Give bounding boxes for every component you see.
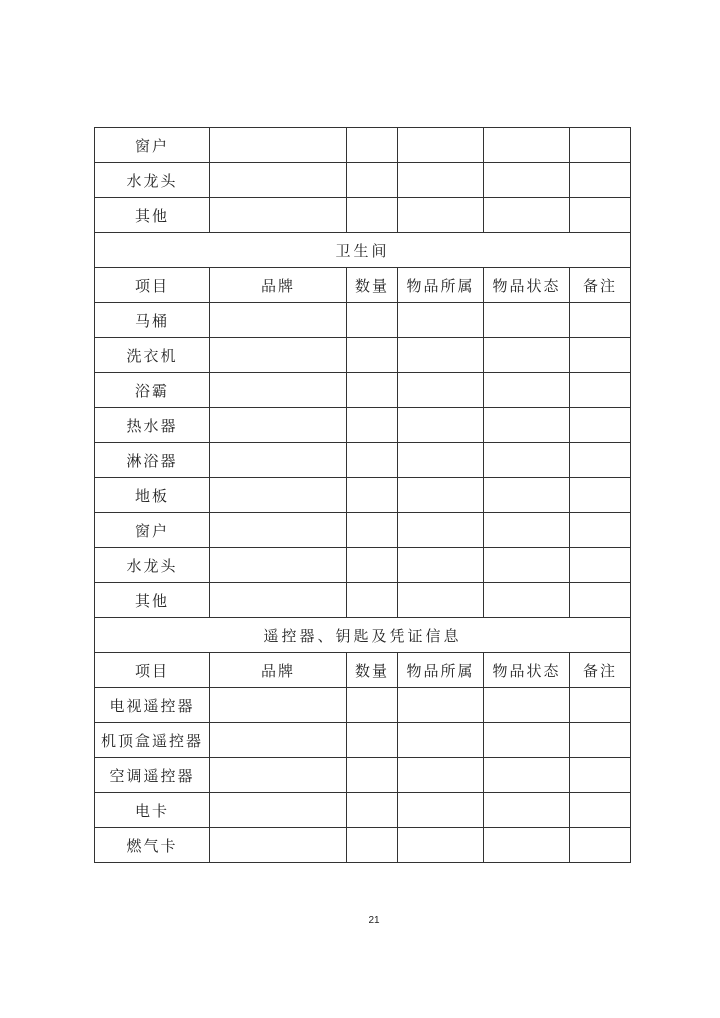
ownership-cell[interactable]	[398, 163, 484, 198]
quantity-cell[interactable]	[347, 828, 398, 863]
table-row	[95, 723, 631, 758]
table-row	[95, 198, 631, 233]
notes-cell[interactable]	[570, 373, 631, 408]
bathroom-section-title: 卫生间	[95, 233, 631, 268]
condition-cell[interactable]	[484, 758, 570, 793]
item-cell: 窗户	[95, 513, 210, 548]
condition-cell[interactable]	[484, 548, 570, 583]
inventory-table	[94, 127, 631, 863]
ownership-cell[interactable]	[398, 583, 484, 618]
ownership-cell[interactable]	[398, 198, 484, 233]
condition-cell[interactable]	[484, 128, 570, 163]
header-item: 项目	[95, 268, 210, 303]
header-brand: 品牌	[210, 653, 347, 688]
ownership-cell[interactable]	[398, 548, 484, 583]
condition-cell[interactable]	[484, 583, 570, 618]
item-cell: 热水器	[95, 408, 210, 443]
item-cell: 窗户	[95, 128, 210, 163]
notes-cell[interactable]	[570, 828, 631, 863]
bathroom-section-row	[95, 233, 631, 268]
quantity-cell[interactable]	[347, 758, 398, 793]
brand-cell[interactable]	[210, 338, 347, 373]
brand-cell[interactable]	[210, 128, 347, 163]
item-cell: 其他	[95, 583, 210, 618]
condition-cell[interactable]	[484, 688, 570, 723]
quantity-cell[interactable]	[347, 408, 398, 443]
brand-cell[interactable]	[210, 793, 347, 828]
notes-cell[interactable]	[570, 758, 631, 793]
item-cell: 水龙头	[95, 548, 210, 583]
brand-cell[interactable]	[210, 408, 347, 443]
table-row	[95, 408, 631, 443]
quantity-cell[interactable]	[347, 583, 398, 618]
item-cell: 洗衣机	[95, 338, 210, 373]
table-row	[95, 303, 631, 338]
item-cell: 水龙头	[95, 163, 210, 198]
ownership-cell[interactable]	[398, 478, 484, 513]
quantity-cell[interactable]	[347, 338, 398, 373]
ownership-cell[interactable]	[398, 373, 484, 408]
item-cell: 燃气卡	[95, 828, 210, 863]
brand-cell[interactable]	[210, 198, 347, 233]
brand-cell[interactable]	[210, 163, 347, 198]
condition-cell[interactable]	[484, 723, 570, 758]
table-body	[95, 128, 631, 863]
quantity-cell[interactable]	[347, 128, 398, 163]
brand-cell[interactable]	[210, 548, 347, 583]
table-row	[95, 163, 631, 198]
header-notes: 备注	[570, 268, 631, 303]
brand-cell[interactable]	[210, 443, 347, 478]
table-row	[95, 513, 631, 548]
notes-cell[interactable]	[570, 303, 631, 338]
item-cell: 其他	[95, 198, 210, 233]
quantity-cell[interactable]	[347, 478, 398, 513]
quantity-cell[interactable]	[347, 793, 398, 828]
notes-cell[interactable]	[570, 688, 631, 723]
table-row	[95, 548, 631, 583]
item-cell: 马桶	[95, 303, 210, 338]
table-row	[95, 478, 631, 513]
item-cell: 机顶盒遥控器	[95, 723, 210, 758]
notes-cell[interactable]	[570, 513, 631, 548]
item-cell: 地板	[95, 478, 210, 513]
condition-cell[interactable]	[484, 338, 570, 373]
notes-cell[interactable]	[570, 723, 631, 758]
header-notes: 备注	[570, 653, 631, 688]
notes-cell[interactable]	[570, 793, 631, 828]
condition-cell[interactable]	[484, 408, 570, 443]
item-cell: 淋浴器	[95, 443, 210, 478]
quantity-cell[interactable]	[347, 723, 398, 758]
condition-cell[interactable]	[484, 303, 570, 338]
notes-cell[interactable]	[570, 128, 631, 163]
quantity-cell[interactable]	[347, 548, 398, 583]
header-ownership: 物品所属	[398, 653, 484, 688]
remotes-header-row	[95, 653, 631, 688]
table-row	[95, 338, 631, 373]
notes-cell[interactable]	[570, 443, 631, 478]
quantity-cell[interactable]	[347, 198, 398, 233]
table-row	[95, 793, 631, 828]
condition-cell[interactable]	[484, 443, 570, 478]
bathroom-header-row	[95, 268, 631, 303]
notes-cell[interactable]	[570, 548, 631, 583]
brand-cell[interactable]	[210, 723, 347, 758]
condition-cell[interactable]	[484, 163, 570, 198]
ownership-cell[interactable]	[398, 443, 484, 478]
notes-cell[interactable]	[570, 583, 631, 618]
notes-cell[interactable]	[570, 163, 631, 198]
condition-cell[interactable]	[484, 373, 570, 408]
header-quantity: 数量	[347, 653, 398, 688]
quantity-cell[interactable]	[347, 163, 398, 198]
header-item: 项目	[95, 653, 210, 688]
condition-cell[interactable]	[484, 198, 570, 233]
condition-cell[interactable]	[484, 828, 570, 863]
ownership-cell[interactable]	[398, 338, 484, 373]
ownership-cell[interactable]	[398, 758, 484, 793]
notes-cell[interactable]	[570, 408, 631, 443]
ownership-cell[interactable]	[398, 408, 484, 443]
quantity-cell[interactable]	[347, 513, 398, 548]
quantity-cell[interactable]	[347, 688, 398, 723]
quantity-cell[interactable]	[347, 303, 398, 338]
table-row	[95, 758, 631, 793]
item-cell: 电视遥控器	[95, 688, 210, 723]
ownership-cell[interactable]	[398, 128, 484, 163]
table-row	[95, 688, 631, 723]
ownership-cell[interactable]	[398, 688, 484, 723]
table-row	[95, 583, 631, 618]
item-cell: 电卡	[95, 793, 210, 828]
table-row	[95, 828, 631, 863]
ownership-cell[interactable]	[398, 303, 484, 338]
header-condition: 物品状态	[484, 653, 570, 688]
brand-cell[interactable]	[210, 373, 347, 408]
notes-cell[interactable]	[570, 338, 631, 373]
item-cell: 浴霸	[95, 373, 210, 408]
brand-cell[interactable]	[210, 513, 347, 548]
remotes-section-row	[95, 618, 631, 653]
condition-cell[interactable]	[484, 513, 570, 548]
table-row	[95, 373, 631, 408]
quantity-cell[interactable]	[347, 443, 398, 478]
brand-cell[interactable]	[210, 583, 347, 618]
notes-cell[interactable]	[570, 198, 631, 233]
table-row	[95, 443, 631, 478]
ownership-cell[interactable]	[398, 723, 484, 758]
header-condition: 物品状态	[484, 268, 570, 303]
condition-cell[interactable]	[484, 478, 570, 513]
brand-cell[interactable]	[210, 758, 347, 793]
brand-cell[interactable]	[210, 478, 347, 513]
item-cell: 空调遥控器	[95, 758, 210, 793]
ownership-cell[interactable]	[398, 828, 484, 863]
brand-cell[interactable]	[210, 828, 347, 863]
quantity-cell[interactable]	[347, 373, 398, 408]
page-number: 21	[368, 915, 380, 926]
notes-cell[interactable]	[570, 478, 631, 513]
brand-cell[interactable]	[210, 688, 347, 723]
condition-cell[interactable]	[484, 793, 570, 828]
header-brand: 品牌	[210, 268, 347, 303]
header-quantity: 数量	[347, 268, 398, 303]
brand-cell[interactable]	[210, 303, 347, 338]
remotes-section-title: 遥控器、钥匙及凭证信息	[95, 618, 631, 653]
table-row	[95, 128, 631, 163]
header-ownership: 物品所属	[398, 268, 484, 303]
ownership-cell[interactable]	[398, 793, 484, 828]
ownership-cell[interactable]	[398, 513, 484, 548]
